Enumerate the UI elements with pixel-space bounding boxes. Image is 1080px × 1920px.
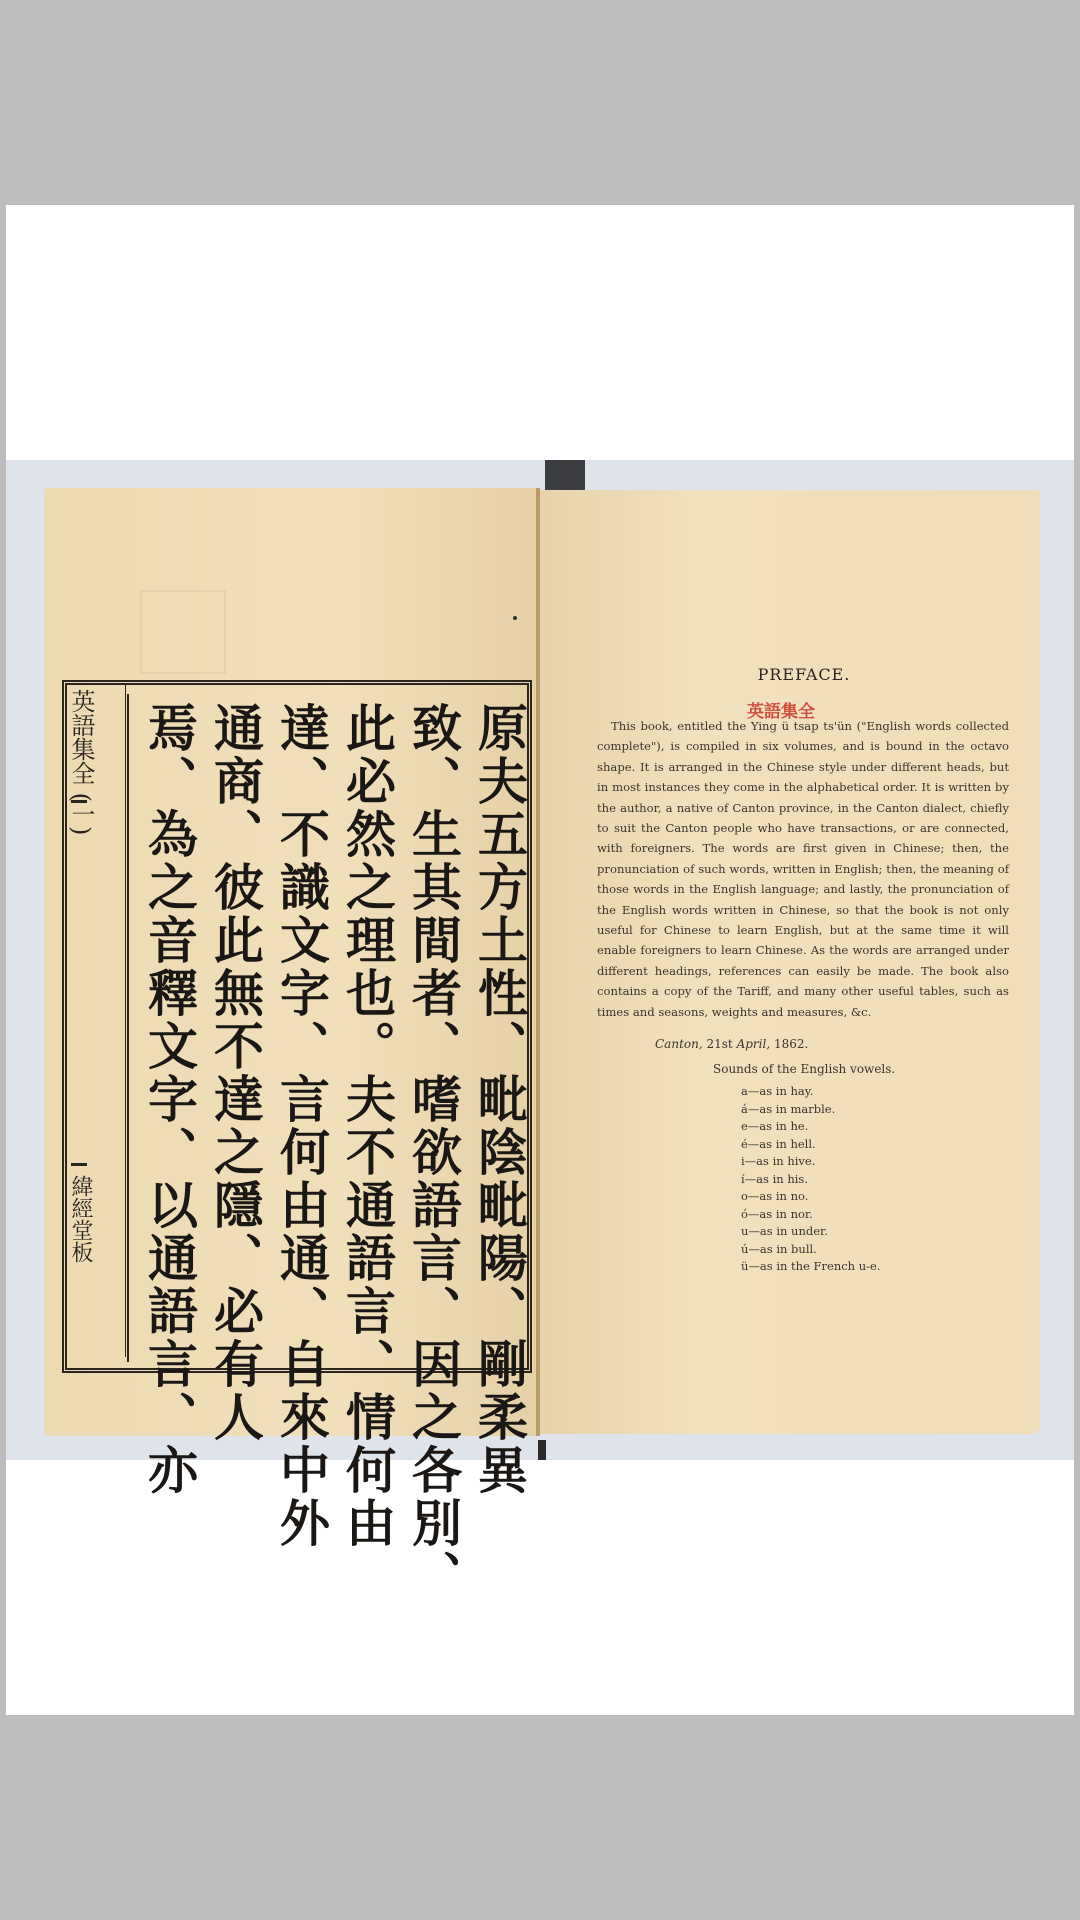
text-column-5: 通商、彼此無不達之隱、必有人 [206,702,265,1444]
vowel-item: u—as in under. [741,1224,828,1238]
text-column-6: 焉、為之音釋文字、以通語言、亦 [140,702,199,1497]
vowel-item: e—as in he. [741,1119,809,1133]
vowel-item: í—as in his. [741,1171,808,1186]
date-place: Canton, [655,1037,703,1051]
text-column-1: 原夫五方土性、毗陰毗陽、剛柔異 [470,702,529,1497]
margin-publisher: 緯經堂板 [68,1175,93,1263]
preface-paragraph: This book, entitled the Ying ü tsap ts'ün ("English words collected complete"), is compiled in six volumes, and is bound in the octavo shape. It is arranged in the Chinese style under different heads, but in most instances they come in the alphabetical order. It is written by the author, a native of Canton province, in the Canton dialect, chiefly to suit the Canton people who have transactions, or are connected, with foreigners. The words are first given in Chinese; then, the pronunciation of such words, written in English; then, the meaning of those words in the English language; and lastly, the pronunciation of the English words written in Chinese, so that the book is not only useful for Chinese to learn English, but at the same time it will enable foreigners to learn Chinese. As the words are arranged under different headings, references can easily be made. The book also contains a copy of the Tariff, and many other useful tables, such as times and seasons, weights and measures, &c. [597,719,1009,1019]
date-month: April, [736,1037,771,1051]
vowel-item: o—as in no. [741,1189,809,1203]
ink-dot [513,616,517,620]
date-day: 21st [706,1037,733,1051]
red-title-stamp: 英語集全 [747,702,815,722]
text-columns [127,694,533,1603]
vowel-item: á—as in marble. [741,1101,836,1116]
vowel-item: ú—as in bull. [741,1241,817,1256]
chinese-text-block [62,680,532,1603]
faint-seal-impression [140,590,226,674]
date-year: 1862. [773,1037,809,1051]
fish-tail-mark-bottom [71,1155,87,1166]
vowel-item: ü—as in the French u-e. [741,1259,881,1273]
preface-date [655,1037,808,1051]
margin-title: 英語集全 (一) [67,689,95,836]
preface-body [597,716,1009,1022]
text-column-4: 達、不識文字、言何由通、自來中外 [272,702,331,1550]
text-column-3: 此必然之理也。夫不通語言、情何由 [338,702,397,1550]
block-margin [67,685,126,1357]
book-spine-bottom [538,1440,546,1460]
vowel-item: ó—as in nor. [741,1206,813,1221]
book-spine [545,460,585,490]
vowel-item: i—as in hive. [741,1154,816,1168]
vowel-item: é—as in hell. [741,1136,816,1151]
book-gutter [536,488,540,1436]
vowels-heading: Sounds of the English vowels. [713,1062,896,1076]
text-column-2: 致、生其間者、嗜欲語言、因之各別、 [404,702,463,1603]
vowel-list [741,1083,881,1276]
vowel-item: a—as in hay. [741,1084,814,1098]
preface-heading: PREFACE. [757,665,851,684]
